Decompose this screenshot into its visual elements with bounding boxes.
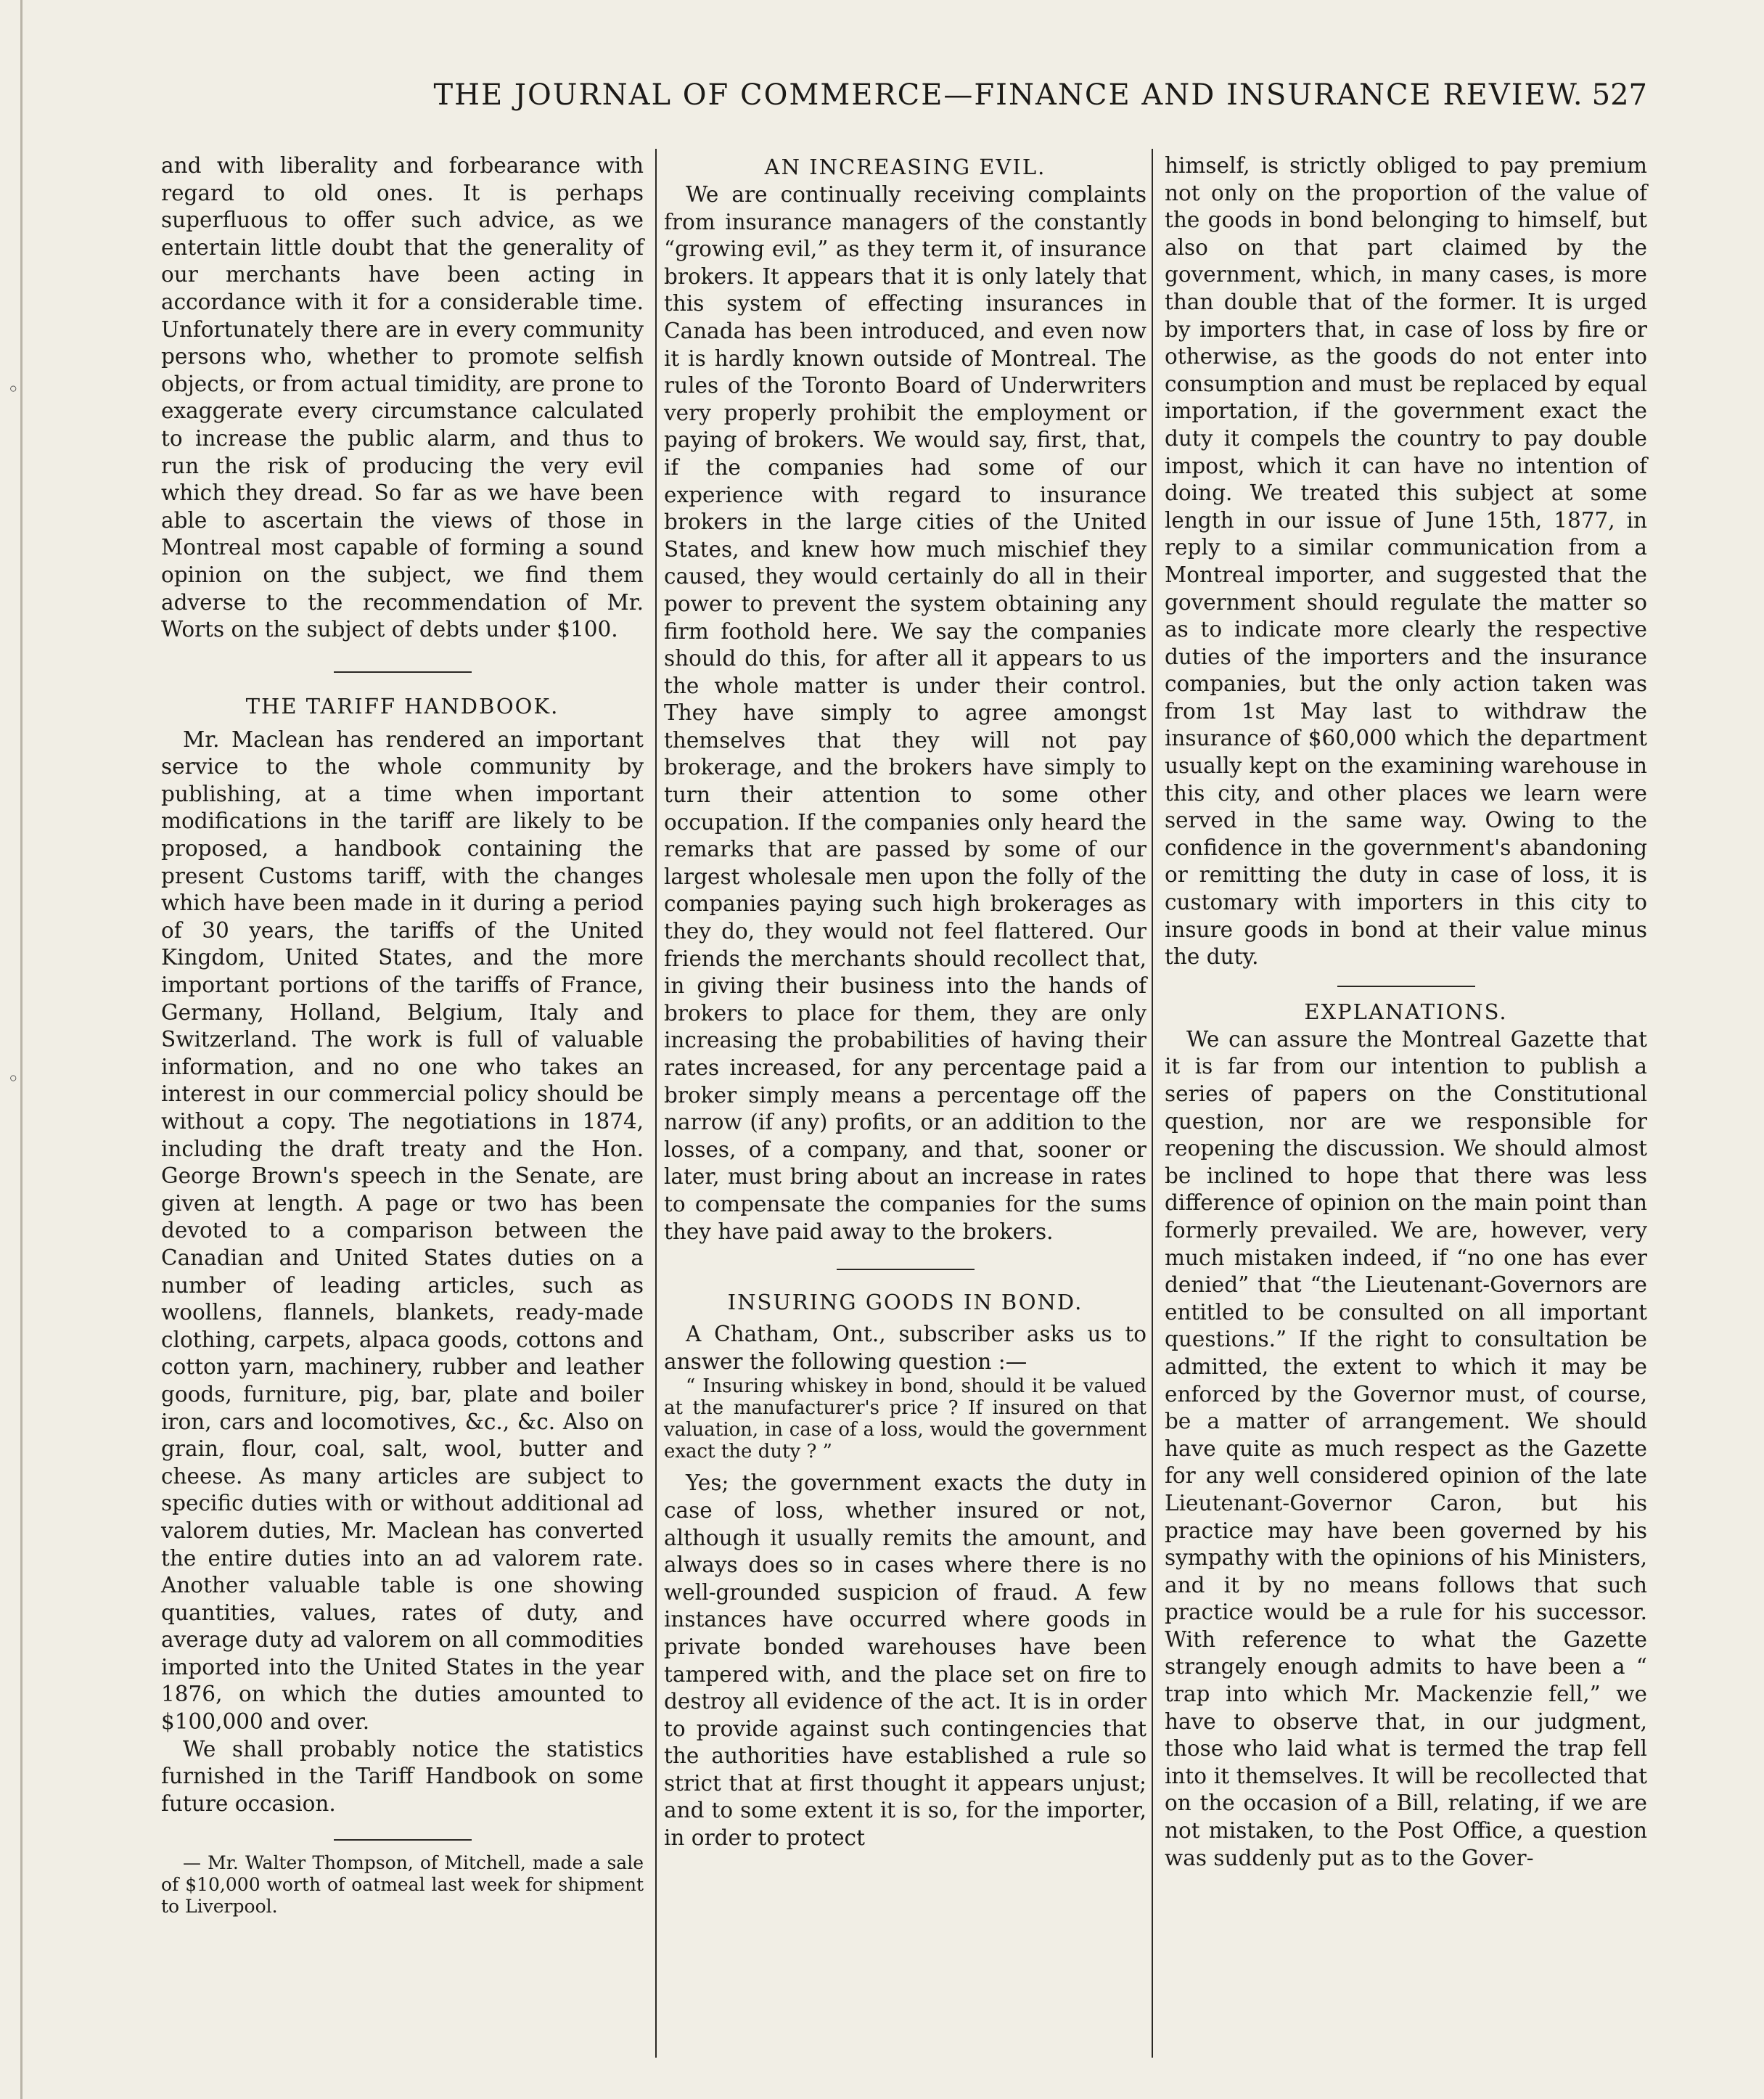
paragraph: A Chatham, Ont., subscriber asks us to answer the following question :— bbox=[664, 1322, 1146, 1374]
column-rule bbox=[655, 149, 657, 2058]
section-divider bbox=[837, 1269, 975, 1270]
column-1 bbox=[161, 152, 644, 1918]
section-heading: EXPLANATIONS. bbox=[1304, 999, 1508, 1024]
column-rule bbox=[1152, 149, 1153, 2058]
binding-mark: ◦ bbox=[7, 377, 20, 401]
section-divider bbox=[1337, 986, 1475, 987]
section-heading: THE TARIFF HANDBOOK. bbox=[245, 693, 559, 719]
column-2 bbox=[664, 152, 1146, 1852]
paragraph: and with liberality and forbearance with regard to old ones. It is perhaps superfluous to offer such advice, as we entertain little doubt that the generality of our merchants have been acting in accordance with it for a considerable time. Unfortunately there are in every community persons who, whether to promote selfish objects, or from actual timidity, are prone to exaggerate every circumstance calculated to increase the public alarm, and thus to run the risk of producing the very evil which they dread. So far as we have been able to ascertain the views of those in Montreal most capable of forming a sound opinion on the subject, we find them adverse to the recommendation of Mr. Worts on the subject of debts under $100. bbox=[161, 153, 644, 642]
binding-mark: ◦ bbox=[7, 1067, 20, 1091]
page-number: 527 bbox=[1591, 78, 1647, 112]
paragraph: Mr. Maclean has rendered an important service to the whole community by publishing, at a time when important modifications in the tariff are likely to be proposed, a handbook containing the present Customs tariff, with the changes which have been made in it during a period of 30 years, the tariffs of the United Kingdom, United States, and the more important portions of the tariffs of France, Germany, Holland, Belgium, Italy and Switzerland. The work is full of valuable information, and no one who takes an interest in our commercial policy should be without a copy. The negotiations in 1874, including the draft treaty and the Hon. George Brown's speech in the Senate, are given at length. A page or two has been devoted to a comparison between the Canadian and United States duties on a number of leading articles, such as woollens, flannels, blankets, ready-made clothing, carpets, alpaca goods, cottons and cotton yarn, machinery, rubber and leather goods, furniture, pig, bar, plate and boiler iron, cars and locomotives, &c., &c. Also on grain, flour, coal, salt, wool, butter and cheese. As many articles are subject to specific duties with or without additional ad valorem duties, Mr. Maclean has converted the entire duties into an ad valorem rate. Another valuable table is one showing quantities, values, rates of duty, and average duty ad valorem on all commodities imported into the United States in the year 1876, on which the duties amounted to $100,000 and over. bbox=[161, 727, 644, 1735]
paragraph: We can assure the Montreal Gazette that it is far from our intention to publish a series of papers on the Constitutional question, nor are we responsible for reopening the discussion. We should almost be inclined to hope that there was less difference of opinion on the main point than formerly prevailed. We are, however, very much mistaken indeed, if “no one has ever denied” that “the Lieutenant-Governors are entitled to be consulted on all important questions.” If the right to consultation be admitted, the extent to which it may be enforced by the Governor must, of course, be a matter of arrangement. We should have quite as much respect as the Gazette for any well considered opinion of the late Lieutenant-Governor Caron, but his practice may have been governed by his sympathy with the opinions of his Ministers, and it by no means follows that such practice would be a rule for his successor. With reference to what the Gazette strangely enough admits to have been a “ trap into which Mr. Mackenzie fell,” we have to observe that, in our judgment, those who laid what is termed the trap fell into it themselves. It will be recollected that on the occasion of a Bill, relating, if we are not mistaken, to the Post Office, a question was suddenly put as to the Gover- bbox=[1165, 1026, 1647, 1870]
paragraph: himself, is strictly obliged to pay premium not only on the proportion of the value of the goods in bond belonging to himself, but also on that part claimed by the government, which, in many cases, is more than double that of the former. It is urged by importers that, in case of loss by fire or otherwise, as the goods do not enter into consumption and must be replaced by equal importation, if the government exact the duty it compels the country to pay double impost, which it can have no intention of doing. We treated this subject at some length in our issue of June 15th, 1877, in reply to a similar communication from a Montreal importer, and suggested that the government should regulate the matter so as to indicate more clearly the respective duties of the importers and the insurance companies, but the only action taken was from 1st May last to withdraw the insurance of $60,000 which the department usually kept on the examining warehouse in this city, and other places we learn were served in the same way. Owing to the confidence in the government's abandoning or remitting the duty in case of loss, it is customary with importers in this city to insure goods in bond at their value minus the duty. bbox=[1165, 153, 1647, 970]
news-note: — Mr. Walter Thompson, of Mitchell, made a sale of $10,000 worth of oatmeal last week for shipment to Liverpool. bbox=[161, 1852, 644, 1918]
paragraph: We are continually receiving complaints from insurance managers of the constantly “growing evil,” as they term it, of insurance brokers. It appears that it is only lately that this system of effecting insurances in Canada has been introduced, and even now it is hardly known outside of Montreal. The rules of the Toronto Board of Underwriters very properly prohibit the employment or paying of brokers. We would say, first, that, if the companies had some of our experience with regard to insurance brokers in the large cities of the United States, and knew how much mischief they caused, they would certainly do all in their power to prevent the system obtaining any firm foothold here. We say the companies should do this, for after all it appears to us the whole matter is under their control. They have simply to agree amongst themselves that they will not pay brokerage, and the brokers have simply to turn their attention to some other occupation. If the companies only heard the remarks that are passed by some of our largest wholesale men upon the folly of the companies paying such high brokerages as they do, they would not feel flattered. Our friends the merchants should recollect that, in giving their business into the hands of brokers to place for them, they are only increasing the probabilities of having their rates increased, for any percentage paid a broker simply means a percentage off the narrow (if any) profits, or an addition to the losses, of a company, and that, sooner or later, must bring about an increase in rates to compensate the companies for the sums they have paid away to the brokers. bbox=[664, 182, 1146, 1244]
section-divider bbox=[334, 671, 472, 673]
page-edge bbox=[20, 0, 22, 2099]
column-3 bbox=[1165, 152, 1647, 1872]
paragraph: We shall probably notice the statistics furnished in the Tariff Handbook on some future occasion. bbox=[161, 1736, 644, 1816]
paragraph: Yes; the government exacts the duty in case of loss, whether insured or not, although it usually remits the amount, and always does so in cases where there is no well-grounded suspicion of fraud. A few instances have occurred where goods in private bonded warehouses have been tampered with, and the place set on fire to destroy all evidence of the act. It is in order to provide against such contingencies that the authorities have established a rule so strict that at first thought it appears unjust; and to some extent it is so, for the importer, in order to protect bbox=[664, 1470, 1146, 1851]
section-divider bbox=[334, 1839, 472, 1841]
running-title: THE JOURNAL OF COMMERCE—FINANCE AND INSURANCE REVIEW. bbox=[433, 78, 1584, 112]
reader-question: “ Insuring whiskey in bond, should it be valued at the manufacturer's price ? If insured on that valuation, in case of a loss, would the government exact the duty ? ” bbox=[664, 1375, 1146, 1463]
section-heading: INSURING GOODS IN BOND. bbox=[727, 1290, 1083, 1315]
page-header bbox=[189, 78, 1647, 122]
section-heading: AN INCREASING EVIL. bbox=[764, 155, 1046, 179]
